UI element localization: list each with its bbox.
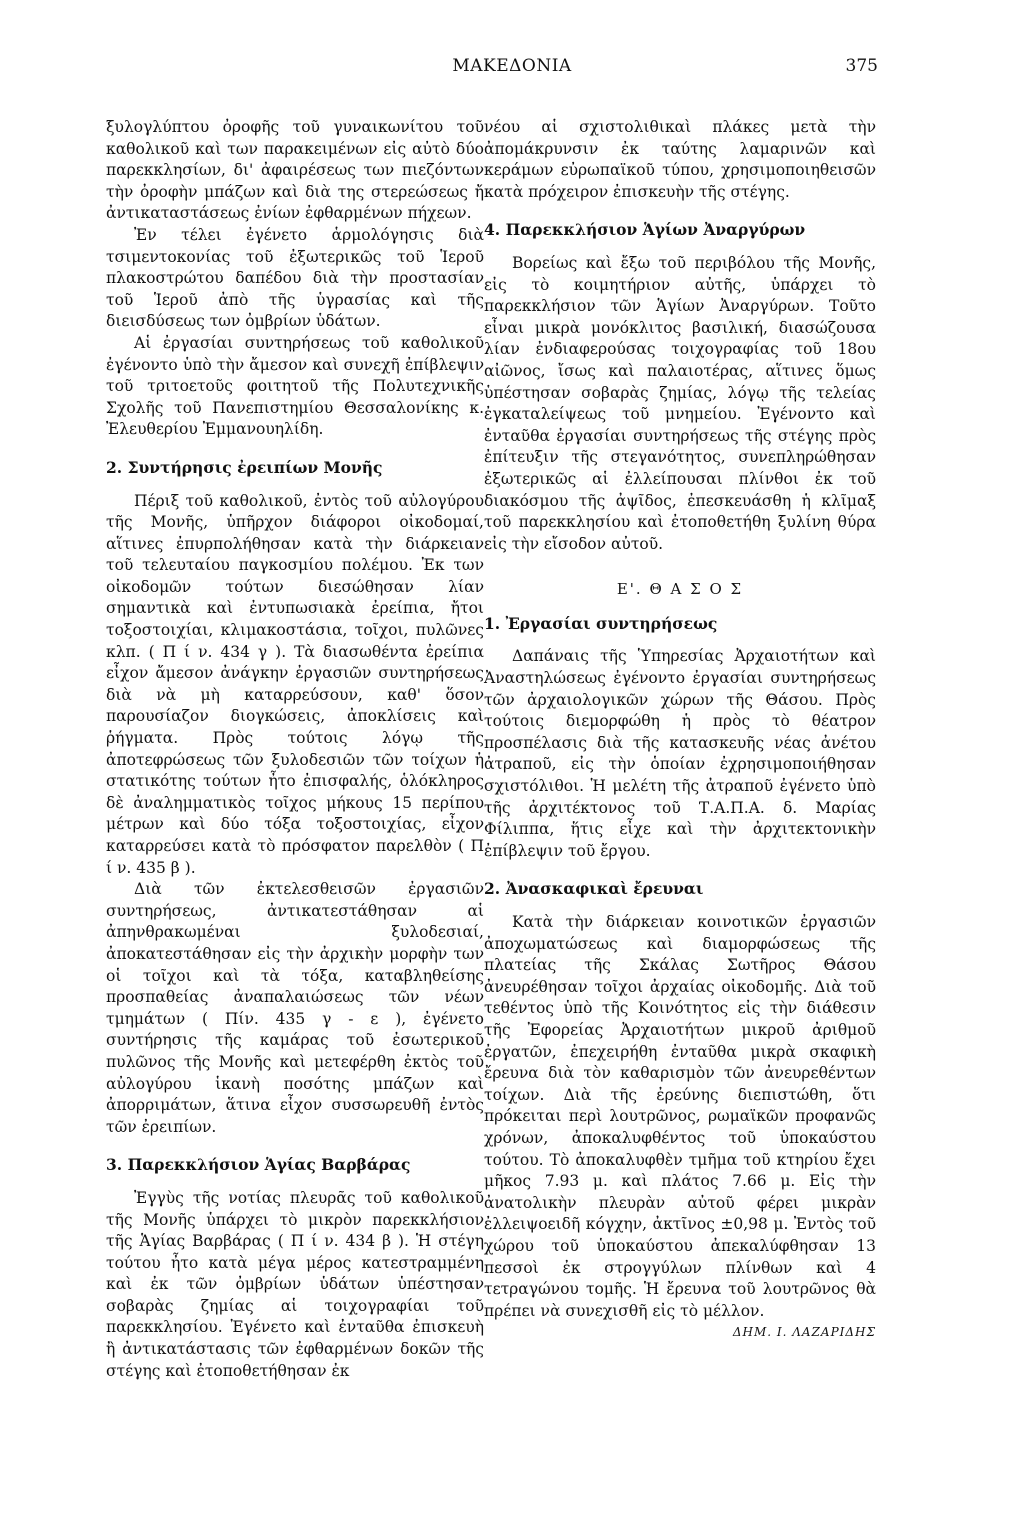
- section-heading: 4. Παρεκκλήσιον Ἁγίων Ἀναργύρων: [484, 220, 806, 240]
- paragraph: Πέριξ τοῦ καθολικοῦ, ἐντὸς τοῦ αὐλογύρου τῆς Μονῆς, ὑπῆρχον διάφοροι οἰκοδομαί, αἵτινες ἐπυρπολήθησαν κατὰ τὴν διάρκειαν τοῦ τελευταίου παγκοσμίου πολέμου. Ἐκ των οἰκοδομῶν τούτων διεσώθησαν λίαν σημαντικὰ καὶ ἐντυπωσιακὰ ἐρείπια, ἤτοι τοξοστοιχίαι, κλιμακοστάσια, τοῖχοι, πυλῶνες κλπ. ( Π ί ν. 434 γ ). Τὰ διασωθέντα ἐρείπια εἶχον ἄμεσον ἀνάγκην ἐργασιῶν συντηρήσεως διὰ νὰ μὴ καταρρεύσουν, καθ' ὅσον παρουσίαζον διογκώσεις, ἀποκλίσεις καὶ ῥήγματα. Πρὸς τούτοις λόγῳ τῆς ἀποτεφρώσεως τῶν ξυλοδεσιῶν τῶν τοίχων ἡ στατικότης τούτων ἦτο ἐπισφαλής, ὁλόκληρος δὲ ἀναλημματικὸς τοῖχος μήκους 15 περίπου μέτρων καὶ δύο τόξα τοξοστοιχίας, εἶχον καταρρεύσει κατὰ τὸ πρόσφατον παρελθὸν ( Π ί ν. 435 β ).: [106, 491, 484, 877]
- paragraph: Διὰ τῶν ἐκτελεσθεισῶν ἐργασιῶν συντηρήσεως, ἀντικατεστάθησαν αἱ ἀπηνθρακωμέναι ξυλοδεσιαί, ἀποκατεστάθησαν εἰς τὴν ἀρχικὴν μορφὴν των οἱ τοῖχοι καὶ τὰ τόξα, καταβληθείσης προσπαθείας ἀναπαλαιώσεως τῶν νέων τμημάτων ( Πίν. 435 γ - ε ), ἐγένετο συντήρησις τῆς καμάρας τοῦ ἐσωτερικοῦ πυλῶνος τῆς Μονῆς καὶ μετεφέρθη ἐκτὸς τοῦ αὐλογύρου ἱκανὴ ποσότης μπάζων καὶ ἀπορριμάτων, ἅτινα εἶχον συσσωρευθῆ ἐντὸς τῶν ἐρειπίων.: [106, 880, 484, 1136]
- paragraph: Κατὰ τὴν διάρκειαν κοινοτικῶν ἐργασιῶν ἀποχωματώσεως καὶ διαμορφώσεως τῆς πλατείας τῆς Σκάλας Σωτῆρος Θάσου ἀνευρέθησαν τοῖχοι ἀρχαίας οἰκοδομῆς. Διὰ τοῦ τεθέντος ὑπὸ τῆς Κοινότητος εἰς τὴν διάθεσιν τῆς Ἐφορείας Ἀρχαιοτήτων μικροῦ ἀριθμοῦ ἐργατῶν, ἐπεχειρήθη ἐνταῦθα μικρὰ σκαφικὴ ἔρευνα διὰ τὸν καθαρισμὸν τῶν ἀνευρεθέντων τοίχων. Διὰ τῆς ἐρεύνης διεπιστώθη, ὅτι πρόκειται περὶ λουτρῶνος, ρωμαϊκῶν προφανῶς χρόνων, ἀποκαλυφθέντος τοῦ ὑποκαύστου τούτου. Τὸ ἀποκαλυφθὲν τμῆμα τοῦ κτηρίου ἔχει μῆκος 7.93 μ. καὶ πλάτος 7.66 μ. Εἰς τὴν ἀνατολικὴν πλευρὰν αὐτοῦ φέρει μικρὰν ἐλλειψοειδῆ κόγχην, ἀκτῖνος ±0,98 μ. Ἐντὸς τοῦ χώρου τοῦ ὑποκαύστου ἀπεκαλύφθησαν 13 πεσσοὶ ἐκ στρογγύλων πλίνθων καὶ 4 τετραγώνου τομῆς. Ἡ ἔρευνα τοῦ λουτρῶνος θὰ πρέπει νὰ συνεχισθῆ εἰς τὸ μέλλον.: [484, 913, 876, 1320]
- paragraph: νέου αἱ σχιστολιθικαὶ πλάκες μετὰ τὴν ἀπομάκρυνσιν ἐκ ταύτης λαμαρινῶν καὶ κεράμων εὐρωπαϊκοῦ τύπου, χρησιμοποιηθεισῶν κατὰ πρόχειρον ἐπισκευὴν τῆς στέγης.: [484, 118, 876, 201]
- paragraph: Ἐν τέλει ἐγένετο ἁρμολόγησις διὰ τσιμεντοκονίας τοῦ ἐξωτερικῶς τοῦ Ἱεροῦ πλακοστρώτου δαπέδου διὰ τὴν προστασίαν τοῦ Ἱεροῦ ἀπὸ τῆς ὑγρασίας καὶ τῆς διεισδύσεως των ὀμβρίων ὑδάτων.: [106, 225, 484, 331]
- right-column: [484, 117, 876, 1344]
- paragraph: Δαπάναις τῆς Ὑπηρεσίας Ἀρχαιοτήτων καὶ Ἀναστηλώσεως ἐγένοντο ἐργασίαι συντηρήσεως τῶν ἀρχαιολογικῶν χώρων τῆς Θάσου. Πρὸς τούτοις διεμορφώθη ἡ πρὸς τὸ θέατρον προσπέλασις διὰ τῆς κατασκευῆς νέας ἀνέτου ἀτραποῦ, εἰς τὴν ὁποίαν ἐχρησιμοποιήθησαν σχιστόλιθοι. Ἡ μελέτη τῆς ἀτραποῦ ἐγένετο ὑπὸ τῆς ἀρχιτέκτονος τοῦ Τ.Α.Π.Α. δ. Μαρίας Φίλιππα, ἥτις εἶχε καὶ τὴν ἀρχιτεκτονικὴν ἐπίβλεψιν τοῦ ἔργου.: [484, 647, 876, 860]
- left-column: [106, 117, 484, 1382]
- section-heading: 3. Παρεκκλήσιον Ἁγίας Βαρβάρας: [106, 1155, 411, 1175]
- section-heading: 1. Ἐργασίαι συντηρήσεως: [484, 613, 718, 633]
- paragraph: ξυλογλύπτου ὀροφῆς τοῦ γυναικωνίτου τοῦ καθολικοῦ καὶ των παρακειμένων εἰς αὐτὸ δύο παρεκκλησίων, δι' ἀφαιρέσεως των πιεζόντων τὴν ὀροφὴν μπάζων καὶ διὰ της στερεώσεως ἤ ἀντικαταστάσεως ἐνίων ἐφθαρμένων πήχεων.: [106, 118, 484, 223]
- section-heading: 2. Συντήρησις ἐρειπίων Μονῆς: [106, 457, 383, 477]
- page-number: 375: [845, 56, 878, 76]
- author-signature: ΔΗΜ. Ι. ΛΑΖΑΡΙΔΗΣ: [732, 1325, 876, 1340]
- paragraph: Βορείως καὶ ἔξω τοῦ περιβόλου τῆς Μονῆς, εἰς τὸ κοιμητήριον αὐτῆς, ὑπάρχει τὸ παρεκκλήσιον τῶν Ἁγίων Ἀναργύρων. Τοῦτο εἶναι μικρὰ μονόκλιτος βασιλική, διασώζουσα λίαν ἐνδιαφερούσας τοιχογραφίας τοῦ 18ου αἰῶνος, ἴσως καὶ παλαιοτέρας, αἵτινες ὅμως ὑπέστησαν σοβαρὰς ζημίας, λόγῳ τῆς τελείας ἐγκαταλείψεως τοῦ μνημείου. Ἐγένοντο καὶ ἐνταῦθα ἐργασίαι συντηρήσεως τῆς στέγης πρὸς ἐπίτευξιν τῆς στεγανότητος, συνεπληρώθησαν ἐξωτερικῶς αἱ ἐλλείπουσαι πλίνθοι ἐκ τοῦ διακόσμου τῆς ἀψῖδος, ἐπεσκευάσθη ἡ κλῖμαξ τοῦ παρεκκλησίου καὶ ἐτοποθετήθη ξυλίνη θύρα εἰς τὴν εἴσοδον αὐτοῦ.: [484, 253, 876, 553]
- running-title: ΜΑΚΕΔΟΝΙΑ: [452, 56, 572, 76]
- paragraph: Αἱ ἐργασίαι συντηρήσεως τοῦ καθολικοῦ ἐγένοντο ὑπὸ τὴν ἄμεσον καὶ συνεχῆ ἐπίβλεψιν τοῦ τριτοετοῦς φοιτητοῦ τῆς Πολυτεχνικῆς Σχολῆς τοῦ Πανεπιστημίου Θεσσαλονίκης κ. Ἐλευθερίου Ἐμμανουηλίδη.: [106, 333, 484, 439]
- section-heading: 2. Ἀνασκαφικαὶ ἔρευναι: [484, 879, 704, 899]
- paragraph: Ἐγγὺς τῆς νοτίας πλευρᾶς τοῦ καθολικοῦ τῆς Μονῆς ὑπάρχει τὸ μικρὸν παρεκκλήσιον τῆς Ἁγίας Βαρβάρας ( Π ί ν. 434 β ). Ἡ στέγη τούτου ἦτο κατὰ μέγα μέρος κατεστραμμένη καὶ ἐκ τῶν ὀμβρίων ὑδάτων ὑπέστησαν σοβαρὰς ζημίας αἱ τοιχογραφίαι τοῦ παρεκκλησίου. Ἐγένετο καὶ ἐνταῦθα ἐπισκευὴ ἢ ἀντικατάστασις τῶν ἐφθαρμένων δοκῶν τῆς στέγης καὶ ἐτοποθετήθησαν ἐκ: [106, 1188, 484, 1380]
- chapter-heading: Ε'. Θ Α Σ Ο Σ: [616, 580, 744, 599]
- page-header: [0, 56, 1024, 86]
